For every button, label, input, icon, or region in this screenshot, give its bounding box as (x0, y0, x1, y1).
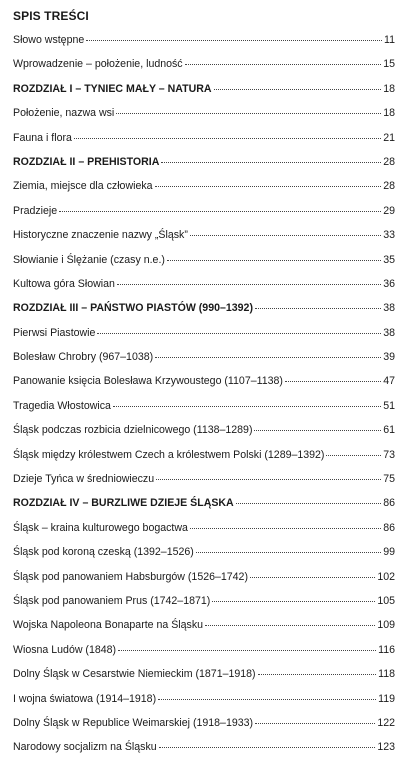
entry-title: Historyczne znaczenie nazwy „Śląsk” (13, 229, 188, 242)
toc-list (13, 34, 395, 766)
toc-entry-row (13, 595, 395, 619)
page-number: 15 (383, 58, 395, 71)
toc-chapter-row (13, 83, 395, 107)
entry-title: Pradzieje (13, 204, 58, 217)
toc-entry-row (13, 375, 395, 399)
entry-title: Kultowa góra Słowian (13, 277, 115, 290)
page-number: 47 (383, 375, 395, 388)
entry-title: Dolny Śląsk w Republice Weimarskiej (1918–1933) (13, 716, 254, 729)
entry-title: Tragedia Włostowica (13, 399, 111, 412)
dot-leader (255, 723, 375, 724)
dot-leader (255, 308, 381, 309)
page-number: 86 (383, 497, 395, 510)
dot-leader (97, 333, 381, 334)
toc-entry-row (13, 693, 395, 717)
page-number: 123 (377, 741, 395, 754)
page-number: 36 (383, 277, 395, 290)
dot-leader (161, 162, 381, 163)
entry-title: Dolny Śląsk w Cesarstwie Niemieckim (1871–1918) (13, 668, 256, 681)
entry-title: Śląsk pod panowaniem Habsburgów (1526–1742) (13, 570, 248, 583)
page-number: 51 (383, 399, 395, 412)
entry-title: Dzieje Tyńca w średniowieczu (13, 473, 155, 486)
toc-entry-row (13, 278, 395, 302)
page-number: 102 (377, 570, 395, 583)
toc-chapter-row (13, 302, 395, 326)
dot-leader (74, 138, 381, 139)
entry-title: Wprowadzenie – położenie, ludność (13, 58, 183, 71)
page-number: 39 (383, 351, 395, 364)
entry-title: Położenie, nazwa wsi (13, 107, 115, 120)
dot-leader (258, 674, 377, 675)
dot-leader (86, 40, 382, 41)
page-number: 18 (383, 107, 395, 120)
entry-title: Słowo wstępne (13, 34, 85, 46)
entry-title: Słowianie i Ślężanie (czasy n.e.) (13, 253, 165, 266)
page-number: 35 (383, 253, 395, 266)
toc-entry-row (13, 424, 395, 448)
entry-title: Narodowy socjalizm na Śląsku (13, 741, 157, 754)
toc-chapter-row (13, 156, 395, 180)
toc-heading: SPIS TREŚCI (13, 9, 89, 23)
entry-title: Wojska Napoleona Bonaparte na Śląsku (13, 619, 204, 632)
toc-entry-row (13, 400, 395, 424)
toc-entry-row (13, 229, 395, 253)
entry-title: Fauna i flora (13, 131, 72, 144)
entry-title: Śląsk pod koroną czeską (1392–1526) (13, 546, 194, 559)
entry-title: Wiosna Ludów (1848) (13, 643, 117, 656)
page-number: 28 (383, 155, 395, 168)
entry-title: Śląsk – kraina kulturowego bogactwa (13, 521, 188, 534)
dot-leader (190, 235, 381, 236)
dot-leader (185, 64, 382, 65)
page-number: 33 (383, 229, 395, 242)
entry-title: Śląsk podczas rozbicia dzielnicowego (1138–1289) (13, 424, 253, 437)
toc-entry-row (13, 180, 395, 204)
entry-title: Pierwsi Piastowie (13, 326, 96, 339)
chapter-title: ROZDZIAŁ II – PREHISTORIA (13, 155, 160, 168)
toc-entry-row (13, 717, 395, 741)
dot-leader (326, 455, 381, 456)
toc-entry-row (13, 351, 395, 375)
dot-leader (117, 284, 381, 285)
page-number: 38 (383, 302, 395, 315)
dot-leader (285, 381, 381, 382)
toc-entry-row (13, 58, 395, 82)
dot-leader (59, 211, 381, 212)
dot-leader (155, 186, 382, 187)
page-number: 109 (377, 619, 395, 632)
toc-entry-row (13, 668, 395, 692)
toc-entry-row (13, 473, 395, 497)
dot-leader (155, 357, 381, 358)
toc-chapter-row (13, 497, 395, 521)
toc-entry-row (13, 205, 395, 229)
page-number: 28 (383, 180, 395, 193)
dot-leader (156, 479, 381, 480)
dot-leader (214, 89, 382, 90)
toc-entry-row (13, 132, 395, 156)
toc-entry-row (13, 254, 395, 278)
page-number: 86 (383, 521, 395, 534)
entry-title: Ziemia, miejsce dla człowieka (13, 180, 153, 193)
dot-leader (212, 601, 375, 602)
dot-leader (116, 113, 381, 114)
chapter-title: ROZDZIAŁ I – TYNIEC MAŁY – NATURA (13, 82, 212, 95)
toc-entry-row (13, 571, 395, 595)
toc-entry-row (13, 644, 395, 668)
dot-leader (196, 552, 381, 553)
page-number: 99 (383, 546, 395, 559)
entry-title: I wojna światowa (1914–1918) (13, 692, 157, 705)
dot-leader (113, 406, 381, 407)
toc-entry-row (13, 107, 395, 131)
page-number: 11 (384, 34, 395, 46)
entry-title: Bolesław Chrobry (967–1038) (13, 351, 154, 364)
toc-entry-row (13, 741, 395, 765)
dot-leader (250, 577, 375, 578)
toc-entry-row (13, 619, 395, 643)
entry-title: Śląsk między królestwem Czech a królestwem Polski (1289–1392) (13, 448, 325, 461)
page-number: 29 (383, 204, 395, 217)
dot-leader (205, 625, 375, 626)
dot-leader (118, 650, 376, 651)
entry-title: Śląsk pod panowaniem Prus (1742–1871) (13, 594, 211, 607)
dot-leader (167, 260, 381, 261)
dot-leader (158, 699, 376, 700)
dot-leader (159, 747, 376, 748)
page-number: 116 (378, 643, 395, 656)
page-number: 18 (383, 82, 395, 95)
page-number: 105 (377, 594, 395, 607)
toc-entry-row (13, 546, 395, 570)
page-number: 122 (377, 716, 395, 729)
toc-entry-row (13, 34, 395, 58)
dot-leader (236, 503, 381, 504)
entry-title: Panowanie księcia Bolesława Krzywoustego (1107–1138) (13, 375, 283, 388)
page-number: 21 (383, 131, 395, 144)
toc-entry-row (13, 522, 395, 546)
toc-entry-row (13, 327, 395, 351)
dot-leader (190, 528, 381, 529)
chapter-title: ROZDZIAŁ IV – BURZLIWE DZIEJE ŚLĄSKA (13, 497, 234, 510)
dot-leader (254, 430, 381, 431)
page-number: 119 (378, 692, 395, 705)
chapter-title: ROZDZIAŁ III – PAŃSTWO PIASTÓW (990–1392) (13, 302, 253, 315)
page-number: 118 (378, 668, 395, 681)
toc-entry-row (13, 449, 395, 473)
page-number: 61 (383, 424, 395, 437)
page-number: 73 (383, 448, 395, 461)
page-number: 75 (383, 473, 395, 486)
page-number: 38 (383, 326, 395, 339)
